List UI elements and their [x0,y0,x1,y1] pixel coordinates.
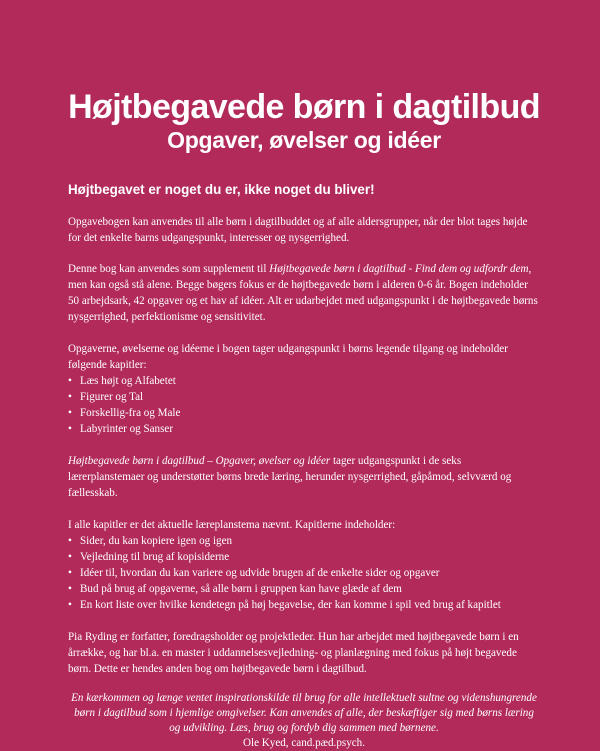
review-signature: Ole Kyed, cand.pæd.psych. [242,737,365,749]
supplement-paragraph [68,261,540,325]
book-subtitle: Opgaver, øvelser og idéer [167,127,441,153]
list-item: • Læs højt og Alfabetet [68,373,540,389]
chapters-section [68,341,540,437]
chapters-list [68,373,540,437]
contents-section [68,517,540,613]
supplement-book-title: Højtbegavede børn i dagtilbud - Find dem og udfordr dem [269,263,529,275]
list-item: • Forskellig-fra og Male [68,405,540,421]
list-item: • Vejledning til brug af kopisiderne [68,549,540,565]
list-item: • Bud på brug af opgaverne, så alle børn i gruppen kan have glæde af dem [68,581,540,597]
supplement-rest: , men kan også stå alene. Begge bøgers fokus er de højtbegavede børn i alderen 0-6 år. Bogen indeholder 50 arbejdsark, 42 opgaver og et hav af idéer. Alt er udarbejdet med udgangspunkt i de højtbegavede børns nysgerrighed, perfektionisme og sensitivitet. [68,263,538,323]
contents-list [68,533,540,613]
list-item: • En kort liste over hvilke kendetegn på høj begavelse, der kan komme i spil ved brug af kapitlet [68,597,540,613]
blurb [68,214,540,677]
list-item: • Figurer og Tal [68,389,540,405]
curriculum-rest: tager udgangspunkt i de seks lærerplanstemaer og understøtter børns brede læring, herunder nysgerrighed, gåpåmod, selvværd og fællesskab. [68,455,512,499]
author-paragraph: Pia Ryding er forfatter, foredragsholder og projektleder. Hun har arbejdet med højtbegavede børn i en årrække, og har bl.a. en master i uddannelsesvejledning- og planlægning med fokus på højt begavede børn. Dette er hendes anden bog om højtbegavede børn i dagtilbud. [68,631,519,675]
list-item: • Idéer til, hvordan du kan variere og udvide brugen af de enkelte sider og opgaver [68,565,540,581]
list-item: • Sider, du kan kopiere igen og igen [68,533,540,549]
supplement-lead: Denne bog kan anvendes som supplement til [68,263,270,275]
chapters-intro: Opgaverne, øvelserne og idéerne i bogen tager udgangspunkt i børns legende tilgang og indeholder følgende kapitler: [68,343,508,371]
curriculum-book-title: Højtbegavede børn i dagtilbud – Opgaver, øvelser og idéer [68,455,331,467]
contents-intro: I alle kapitler er det aktuelle læreplanstema nævnt. Kapitlerne indeholder: [68,519,396,531]
tagline: Højtbegavet er noget du er, ikke noget du bliver! [68,182,375,197]
curriculum-paragraph [68,453,540,501]
intro-paragraph: Opgavebogen kan anvendes til alle børn i dagtilbuddet og af alle aldersgrupper, når der blot tages højde for det enkelte barns udgangspunkt, interesser og nysgerrighed. [68,216,528,244]
book-title: Højtbegavede børn i dagtilbud [68,88,540,126]
list-item: • Labyrinter og Sanser [68,421,540,437]
review-quote: En kærkommen og længe ventet inspirationskilde til brug for alle intellektuelt sultne og videnshungrende børn i dagtilbud som i hjemlige omgivelser. Kan anvendes af alle, der beskæftiger sig med børns læring og udvikling. Læs, brug og fordyb dig sammen med børnene. [71,692,537,734]
